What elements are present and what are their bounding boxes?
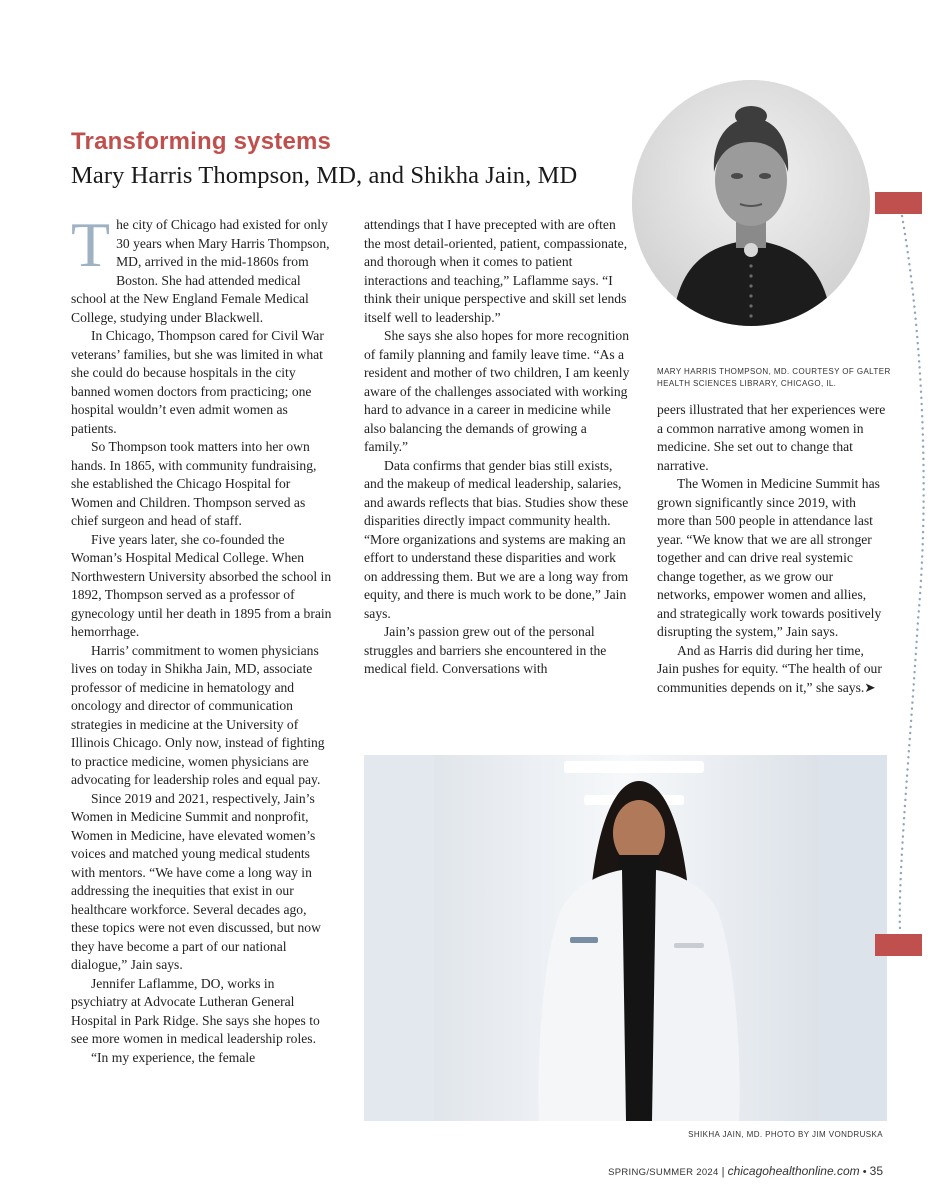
- paragraph: She says she also hopes for more recognition of family planning and family leave time. “As a resident and mother of two children, I am keenly aware of the challenges associated with working hard to advance in a career in medicine while also balancing the demands of growing a family.”: [364, 328, 630, 454]
- paragraph: attendings that I have precepted with are often the most detail-oriented, patient, compassionate, and thorough when it comes to patient interactions and teaching,” Laflamme says. “I think their unique perspective and skill set lends itself well to leadership.”: [364, 217, 628, 325]
- photo-caption: SHIKHA JAIN, MD. PHOTO BY JIM VONDRUSKA: [688, 1130, 883, 1139]
- paragraph: And as Harris did during her time, Jain pushes for equity. “The health of our communities depends on it,” she says.➤: [657, 642, 882, 695]
- paragraph: Data confirms that gender bias still exists, and the makeup of medical leadership, salaries, and awards reflects that bias. Studies show these disparities directly impact community health. “More organizations and systems are making an effort to understand these disparities and work on addressing them. But we are a long way from equity, and there is much work to be done,” Jain says.: [364, 457, 629, 621]
- paragraph: Since 2019 and 2021, respectively, Jain’s Women in Medicine Summit and nonprofit, Women in Medicine, have elevated women’s voices and matched young medical students with mentors. “We have come a long way in addressing the inequities that exist in our healthcare workforce. Several decades ago, these topics were not even discussed, but now they have become a part of our national dialogue,” Jain says.: [71, 790, 321, 972]
- drop-cap: T: [71, 209, 111, 280]
- section-kicker: Transforming systems: [71, 128, 332, 155]
- page-number: 35: [869, 1164, 883, 1178]
- paragraph: Jain’s passion grew out of the personal struggles and barriers she encountered in the medical field. Conversations with: [364, 624, 607, 676]
- issue-label: SPRING/SUMMER 2024: [608, 1167, 719, 1178]
- paragraph: In Chicago, Thompson cared for Civil War veterans’ families, but she was limited in what she could do because hospitals in the city banned women doctors from practicing; one hospital wouldn’t even admit women as patients.: [71, 328, 324, 436]
- paragraph: So Thompson took matters into her own hands. In 1865, with community fundraising, she established the Chicago Hospital for Women and Children. Thompson served as chief surgeon and head of staff.: [71, 439, 317, 528]
- paragraph: peers illustrated that her experiences were a common narrative among women in medicine. She set out to change that narrative.: [657, 402, 886, 473]
- article-headline: Mary Harris Thompson, MD, and Shikha Jain, MD: [71, 162, 578, 189]
- portrait-image: [632, 80, 870, 326]
- text-column-1: [71, 209, 333, 1067]
- footer-separator: |: [721, 1166, 725, 1178]
- text-column-3: [657, 401, 887, 697]
- paragraph: The city of Chicago had existed for only 30 years when Mary Harris Thompson, MD, arrived in the mid-1860s from Boston. She had attended medical school at the New England Female Medical College, studying under Blackwell.: [71, 209, 330, 325]
- paragraph: The Women in Medicine Summit has grown significantly since 2019, with more than 500 people in attendance last year. “We know that we are all stronger together and can drive real systemic change together, as we grow our networks, empower women and allies, and strategically work towards positively disrupting the system,” Jain says.: [657, 476, 882, 639]
- paragraph: “In my experience, the female: [91, 1049, 256, 1065]
- decorative-dotted-line: [870, 190, 930, 960]
- paragraph: Jennifer Laflamme, DO, works in psychiatry at Advocate Lutheran General Hospital in Park Ridge. She says she hopes to see more women in medical leadership roles.: [71, 975, 320, 1046]
- jain-photo: [364, 755, 887, 1121]
- decorative-red-bar-bottom: [875, 934, 922, 956]
- paragraph: Harris’ commitment to women physicians lives on today in Shikha Jain, MD, associate professor of medicine in hematology and oncology and director of communication strategies in medicine at the University of Illinois Chicago. Only now, instead of fighting to practice medicine, women physicians are advocating for leadership roles and equal pay.: [71, 642, 325, 787]
- end-mark-icon: ➤: [864, 679, 876, 695]
- paragraph: Five years later, she co-founded the Woman’s Hospital Medical College. When Northwestern University absorbed the school in 1892, Thompson served as a professor of gynecology until her death in 1895 from a brain hemorrhage.: [71, 531, 332, 639]
- website-label: chicagohealthonline.com: [727, 1164, 860, 1178]
- text-column-2: [364, 216, 630, 679]
- footer-bullet: •: [862, 1166, 867, 1178]
- decorative-red-bar-top: [875, 192, 922, 214]
- portrait-caption: MARY HARRIS THOMPSON, MD. COURTESY OF GALTER HEALTH SCIENCES LIBRARY, CHICAGO, IL.: [657, 367, 891, 388]
- page-footer: [608, 1164, 883, 1178]
